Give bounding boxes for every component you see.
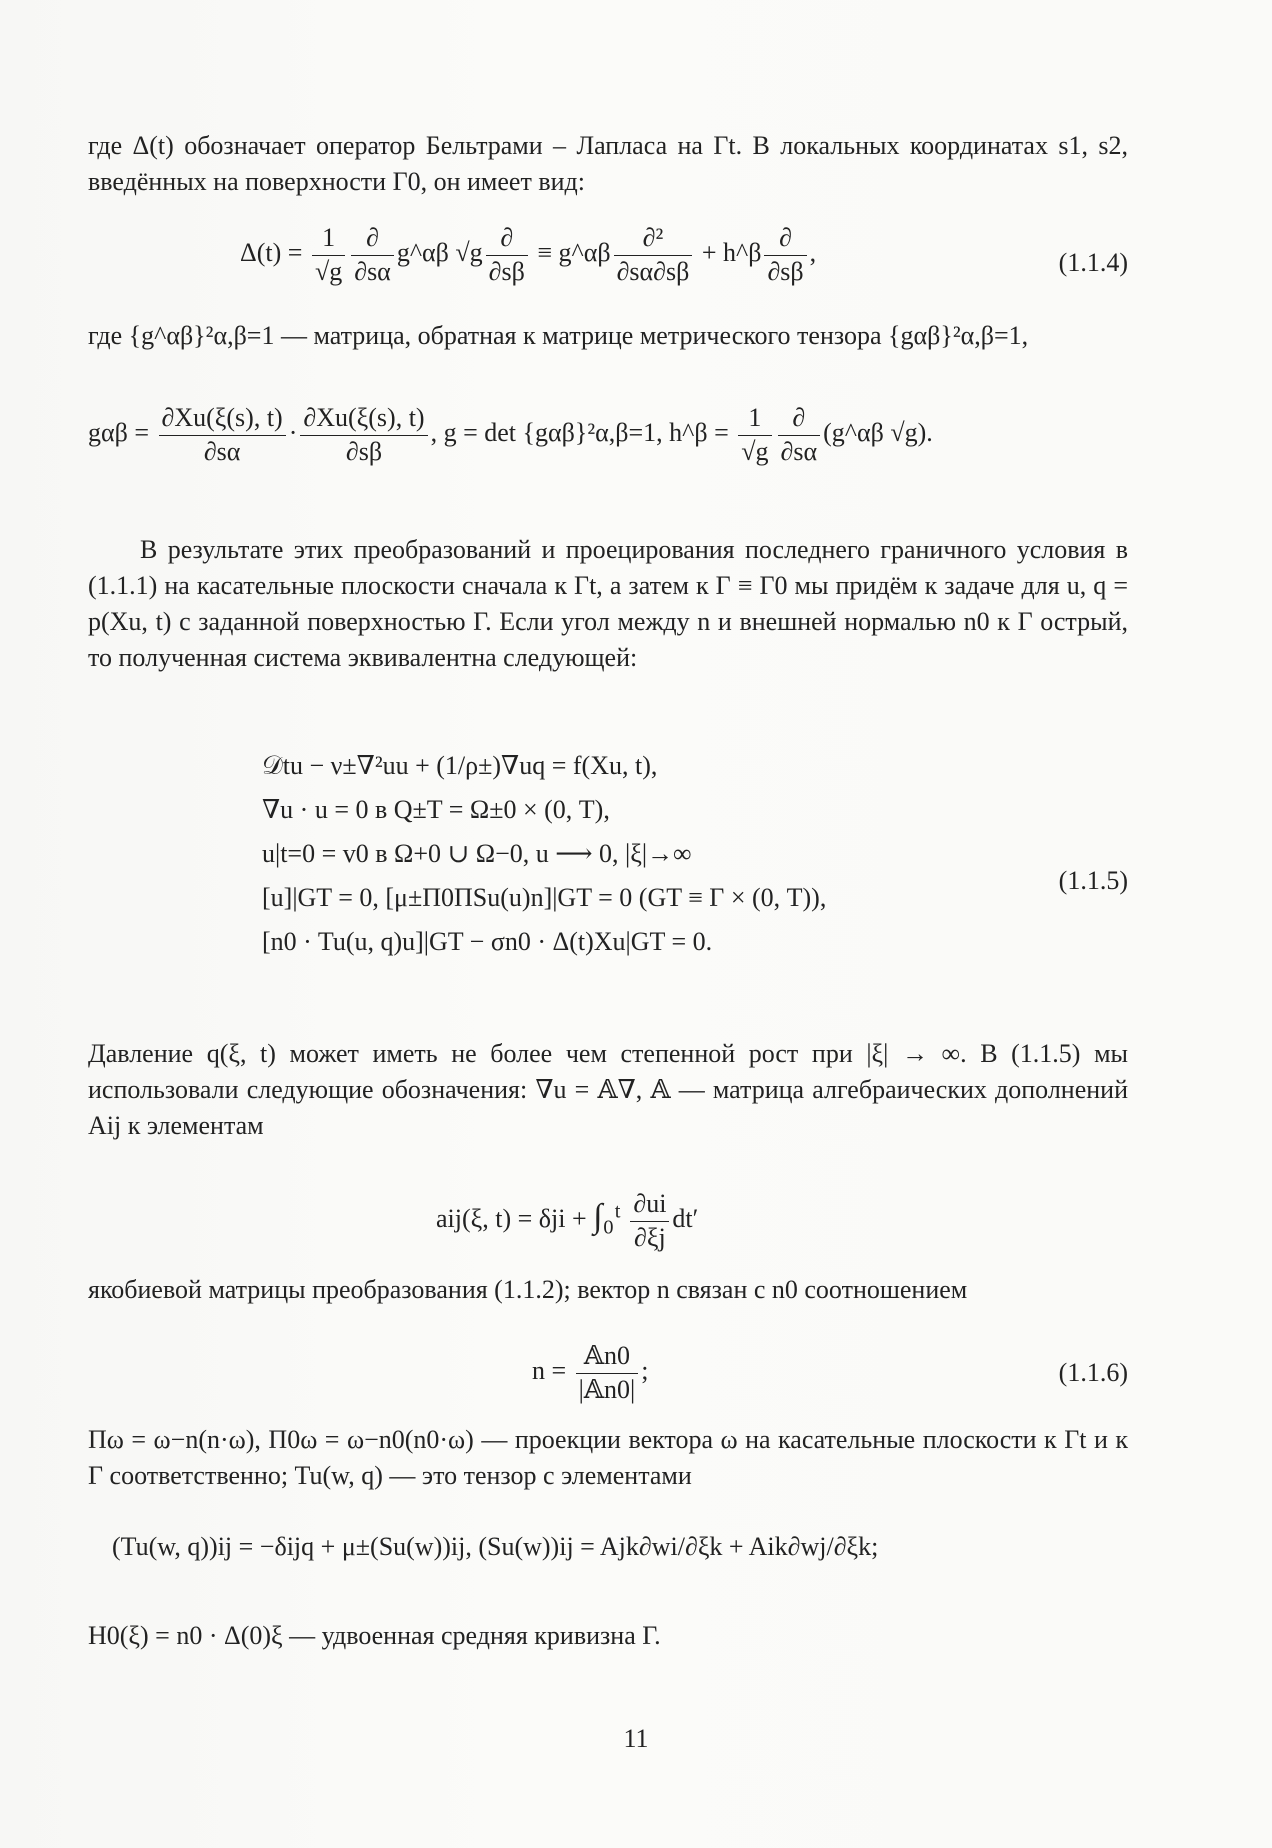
fraction: $\frac{\partial}{\partial s\beta}$ [486,222,528,288]
eq-middle: g^αβ √g [396,237,483,267]
equation-number-1-1-4: (1.1.4) [1058,248,1128,277]
fraction: $\frac{\text{∂²}}{\partial s\alpha\partial s\beta}$ [614,222,693,288]
fraction: $\frac{1}{√g}$ [738,402,771,468]
fraction: $\frac{\partial Xu(\xi(s), t)}{\partial s\alpha}$ [159,402,286,468]
fraction: $\frac{\partial ui}{\partial\xi j}$ [630,1188,669,1254]
equation-tensor: (Tu(w, q))ij = −δijq + μ±(Su(w))ij, (Su(w))ij = Ajk∂wi/∂ξk + Aik∂wj/∂ξk; [112,1532,879,1561]
paragraph-text: Πω = ω−n(n·ω), Π0ω = ω−n0(n0·ω) — проекции вектора ω на касательные плоскости к Γt и к Γ соответственно; Tu(w, q) — это тензор с элементами [88,1425,1128,1490]
equation-number-1-1-6: (1.1.6) [1058,1358,1128,1387]
paragraph-text: H0(ξ) = n0 · Δ(0)ξ — удвоенная средняя кривизна Γ. [88,1621,661,1650]
equation-number-1-1-5: (1.1.5) [1058,866,1128,895]
paragraph-text: где {g^αβ}²α,β=1 — матрица, обратная к матрице метрического тензора {gαβ}²α,β=1, [88,321,1029,350]
paragraph-inverse-matrix [88,318,1128,354]
eq-plus: + h^β [701,237,762,267]
system-line-1: 𝒟tu − ν±∇²uu + (1/ρ±)∇uq = f(Xu, t), [262,751,658,780]
equation-aij: aij(ξ, t) = δji + ∫₀ᵗ $\frac{\partial ui}{\partial\xi j}$ dt′ [436,1188,698,1254]
paragraph-problem-statement [88,532,1128,676]
fraction: $\frac{\text{𝔸n0}}{\text{|𝔸n0|}}$ [576,1340,639,1406]
equation-1-1-6: n = $\frac{\text{𝔸n0}}{\text{|𝔸n0|}}$ ; [532,1340,649,1406]
eq-equiv: ≡ g^αβ [537,237,611,267]
paragraph-projections [88,1422,1128,1494]
fraction: $\frac{1}{√g}$ [312,222,345,288]
paragraph-text: В результате этих преобразований и проецирования последнего граничного условия в (1.1.1) на касательные плоскости сначала к Γt, а затем к Γ ≡ Γ0 мы придём к задаче для u, q = p(Xu, t) с заданной поверхностью Γ. Если угол между n и внешней нормалью n0 к Γ острый, то полученная система эквивалентна следующей: [88,535,1128,672]
paragraph-text: якобиевой матрицы преобразования (1.1.2); вектор n связан с n0 соотношением [88,1275,968,1304]
system-line-3: u|t=0 = v0 в Ω+0 ∪ Ω−0, u ⟶ 0, |ξ|→∞ [262,839,692,868]
integral-sign: ∫₀ᵗ [593,1197,621,1235]
paragraph-text: Давление q(ξ, t) может иметь не более чем степенной рост при |ξ| → ∞. В (1.1.5) мы использовали следующие обозначения: ∇u = 𝔸∇, 𝔸 — матрица алгебраических дополнений Aij к элементам [88,1039,1128,1140]
paragraph-pressure [88,1036,1128,1144]
eq-lhs: Δ(t) = [240,237,303,267]
equation-system-1-1-5 [262,744,826,964]
equation-1-1-4: Δ(t) = $\frac{1}{√g}$ $\frac{\partial}{\partial s\alpha}$ g^αβ √g $\frac{\partial}{\partial s\beta}$ ≡ g^αβ $\frac{\text{∂²}}{\partial s\alpha\partial s\beta}$ + h^β $\frac{\partial}{\partial s\beta}$ , [240,222,816,288]
system-line-4: [u]|GT = 0, [μ±Π0ΠSu(u)n]|GT = 0 (GT ≡ Γ × (0, T)), [262,883,827,912]
paragraph-beltrami-intro [88,128,1128,200]
fraction: $\frac{\partial}{\partial s\alpha}$ [351,222,394,288]
paragraph-text: где Δ(t) обозначает оператор Бельтрами – Лапласа на Γt. В локальных координатах s1, s2, введённых на поверхности Γ0, он имеет вид: [88,131,1128,196]
paragraph-jacobian [88,1272,1128,1308]
fraction: $\frac{\partial Xu(\xi(s), t)}{\partial s\beta}$ [300,402,427,468]
page-number: 11 [623,1724,649,1753]
fraction: $\frac{\partial}{\partial s\beta}$ [764,222,806,288]
system-line-2: ∇u · u = 0 в Q±T = Ω±0 × (0, T), [262,795,610,824]
equation-metric-tensor: gαβ = $\frac{\partial Xu(\xi(s), t)}{\partial s\alpha}$ · $\frac{\partial Xu(\xi(s), t)}{\partial s\beta}$ , g = det {gαβ}²α,β=1, h^β = $\frac{1}{√g}$ $\frac{\partial}{\partial s\alpha}$ (g^αβ √g). [88,402,933,468]
system-line-5: [n0 · Tu(u, q)u]|GT − σn0 · Δ(t)Xu|GT = 0. [262,927,713,956]
fraction: $\frac{\partial}{\partial s\alpha}$ [778,402,821,468]
paragraph-curvature [88,1618,1128,1654]
